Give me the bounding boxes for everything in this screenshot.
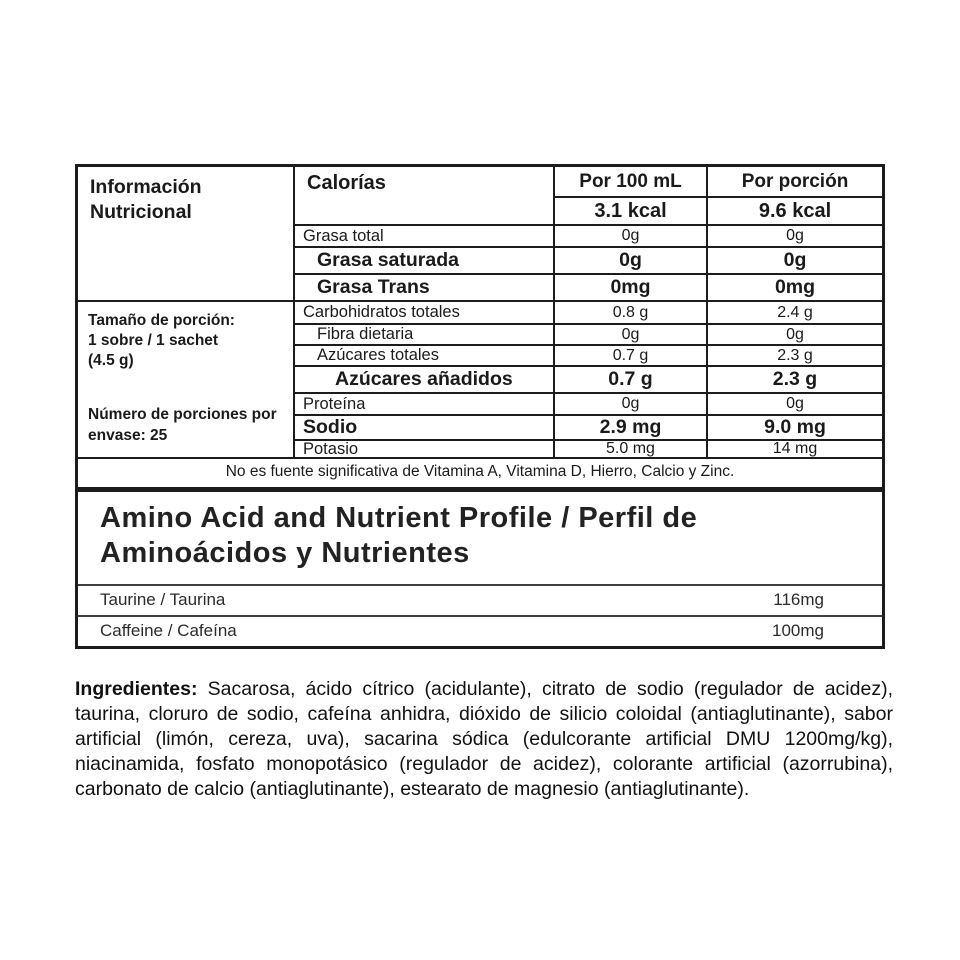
- ingredients-label: Ingredientes:: [75, 677, 198, 700]
- nutrient-value-per-portion: 0g: [708, 325, 882, 344]
- nutrient-row-label: Grasa Trans: [295, 275, 553, 300]
- nutrient-row-label: Fibra dietaria: [295, 325, 553, 344]
- ingredients-paragraph: [75, 677, 893, 803]
- nutrition-table: [78, 167, 882, 457]
- calories-label: Calorías: [295, 167, 553, 224]
- serving-size-line1: Tamaño de porción:: [88, 312, 235, 329]
- nutrient-value-per-100ml: 0.7 g: [555, 367, 706, 392]
- calories-value-per-100ml: 3.1 kcal: [555, 198, 706, 224]
- servings-per-container: Número de porciones por envase: 25: [88, 406, 277, 444]
- nutrient-row-label: Grasa total: [295, 226, 553, 246]
- nutrient-value-per-portion: 2.3 g: [708, 346, 882, 365]
- nutrient-value-per-100ml: 0g: [555, 394, 706, 414]
- nutrient-row-label: Azúcares añadidos: [295, 367, 553, 392]
- nutrient-value-per-portion: 0mg: [708, 275, 882, 300]
- nutrient-value-per-100ml: 0.8 g: [555, 302, 706, 323]
- nutrition-label-box: [75, 164, 885, 649]
- amino-row-caffeine: [78, 615, 882, 646]
- nutrient-value-per-portion: 0g: [708, 394, 882, 414]
- nutrient-value-per-100ml: 5.0 mg: [555, 441, 706, 457]
- table-title: Información Nutricional: [78, 167, 293, 300]
- nutrient-value-per-portion: 0g: [708, 248, 882, 273]
- nutrient-row-label: Carbohidratos totales: [295, 302, 553, 323]
- vitamin-footnote: No es fuente significativa de Vitamina A, Vitamina D, Hierro, Calcio y Zinc.: [78, 457, 882, 487]
- amino-label: Caffeine / Cafeína: [100, 621, 237, 641]
- serving-info-cell: [78, 302, 293, 457]
- serving-size-line3: (4.5 g): [88, 352, 134, 370]
- nutrient-row-label: Sodio: [295, 416, 553, 439]
- nutrient-value-per-portion: 2.4 g: [708, 302, 882, 323]
- ingredients-text: Sacarosa, ácido cítrico (acidulante), citrato de sodio (regulador de acidez), taurina, cloruro de sodio, cafeína anhidra, dióxido de silicio coloidal (antiaglutinante), sabor artificial (limón, cereza, uva), sacarina sódica (edulcorante artificial DMU 1200mg/kg), niacinamida, fosfato monopotásico (regulador de acidez), colorante artificial (azorrubina), carbonato de calcio (antiaglutinante), estearato de magnesio (antiaglutinante).: [75, 677, 893, 801]
- serving-size-line2: 1 sobre / 1 sachet: [88, 332, 219, 350]
- nutrient-value-per-100ml: 0g: [555, 248, 706, 273]
- nutrient-value-per-portion: 9.0 mg: [708, 416, 882, 439]
- nutrient-value-per-portion: 14 mg: [708, 441, 882, 457]
- nutrient-value-per-100ml: 0g: [555, 325, 706, 344]
- amino-value: 116mg: [773, 590, 824, 610]
- nutrient-value-per-100ml: 0.7 g: [555, 346, 706, 365]
- amino-section-heading: Amino Acid and Nutrient Profile / Perfil de Aminoácidos y Nutrientes: [100, 502, 698, 570]
- nutrient-value-per-portion: 2.3 g: [708, 367, 882, 392]
- nutrient-value-per-100ml: 0mg: [555, 275, 706, 300]
- calories-value-per-portion: 9.6 kcal: [708, 198, 882, 224]
- column-header-per-100ml: Por 100 mL: [555, 167, 706, 196]
- nutrient-row-label: Proteína: [295, 394, 553, 414]
- amino-label: Taurine / Taurina: [100, 590, 226, 610]
- nutrient-row-label: Potasio: [295, 441, 553, 457]
- nutrient-row-label: Azúcares totales: [295, 346, 553, 365]
- amino-value: 100mg: [772, 621, 824, 641]
- column-header-per-portion: Por porción: [708, 167, 882, 196]
- nutrient-value-per-portion: 0g: [708, 226, 882, 246]
- nutrient-value-per-100ml: 0g: [555, 226, 706, 246]
- amino-row-taurine: [78, 584, 882, 615]
- nutrient-row-label: Grasa saturada: [295, 248, 553, 273]
- nutrient-value-per-100ml: 2.9 mg: [555, 416, 706, 439]
